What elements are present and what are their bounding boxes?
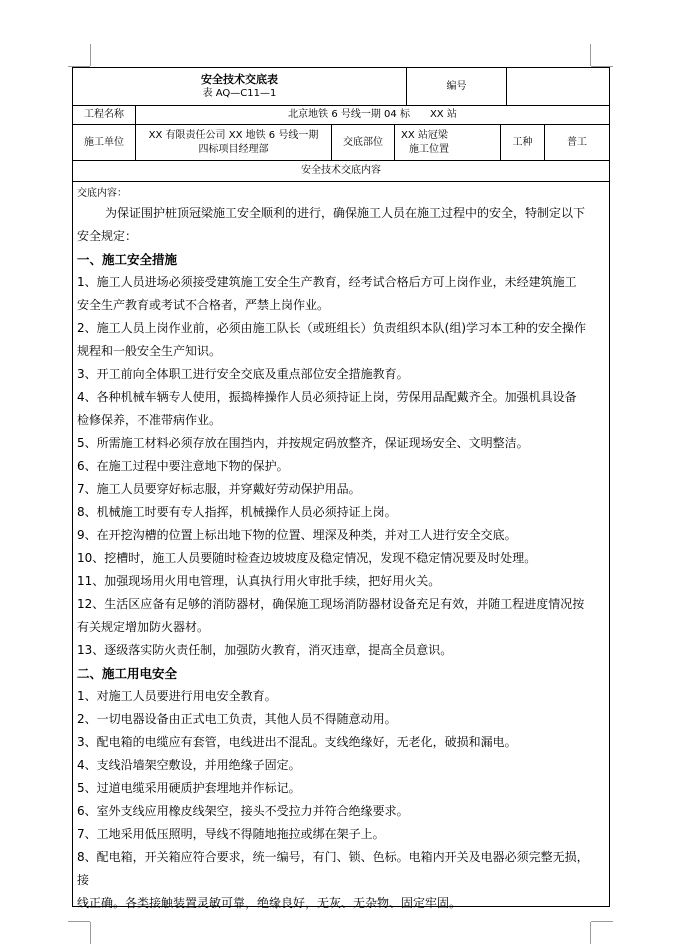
content-line: 规程和一般安全生产知识。 — [77, 344, 222, 358]
content-line: 8、机械施工时要有专人指挥，机械操作人员必须持证上岗。 — [77, 505, 397, 519]
content-line: 安全规定： — [77, 229, 138, 243]
unit-value-line1: XX 有限责任公司 XX 地铁 6 号线一期 — [148, 129, 319, 141]
number-label: 编号 — [407, 68, 507, 105]
crop-mark — [90, 922, 91, 944]
content-line: 检修保养，不准带病作业。 — [77, 413, 222, 427]
content-line: 安全生产教育或考试不合格者，严禁上岗作业。 — [77, 298, 330, 312]
content-line: 接 — [77, 873, 90, 887]
content-line: 12、生活区应备有足够的消防器材，确保施工现场消防器材设备充足有效，并随工程进度情况按 — [77, 597, 585, 611]
content-line: 7、施工人员要穿好标志服，并穿戴好劳动保护用品。 — [77, 482, 361, 496]
content-label: 交底内容： — [77, 188, 127, 199]
content-line: 9、在开挖沟槽的位置上标出地下物的位置、埋深及种类，并对工人进行安全交底。 — [77, 528, 517, 542]
content-line: 10、挖槽时，施工人员要随时检查边坡坡度及稳定情况，发现不稳定情况要及时处理。 — [77, 551, 537, 565]
project-value: 北京地铁 6 号线一期 04 标 XX 站 — [288, 109, 457, 120]
content-line: 2、施工人员上岗作业前，必须由施工队长（或班组长）负责组织本队(组)学习本工种的安全操作 — [77, 321, 587, 335]
content-line: 1、施工人员进场必须接受建筑施工安全生产教育，经考试合格后方可上岗作业，未经建筑施工 — [77, 275, 577, 289]
content-line: 11、加强现场用火用电管理，认真执行用火审批手续，把好用火关。 — [77, 574, 441, 588]
crop-mark — [590, 44, 591, 66]
trade-label: 工种 — [501, 125, 545, 160]
content-line: 4、支线沿墙架空敷设，并用绝缘子固定。 — [77, 758, 301, 772]
content-line: 7、工地采用低压照明，导线不得随地拖拉或绑在架子上。 — [77, 827, 385, 841]
number-value[interactable] — [507, 68, 609, 105]
part-value-line2: 施工位置 — [409, 143, 449, 155]
content-line: 为保证围护桩顶冠梁施工安全顺利的进行，确保施工人员在施工过程中的安全，特制定以下 — [105, 206, 586, 220]
content-line: 8、配电箱，开关箱应符合要求，统一编号，有门、锁、色标。电箱内开关及电器必须完整无损， — [77, 850, 589, 864]
content-line: 线正确。各类接触装置灵敏可靠，绝缘良好，无灰、无杂物、固定牢固。 — [77, 896, 462, 910]
section-header: 安全技术交底内容 — [301, 165, 381, 176]
section-header-row — [73, 161, 609, 182]
project-row — [73, 106, 609, 125]
section-heading: 一、施工安全措施 — [77, 252, 178, 267]
part-value-line1: XX 站冠梁 — [401, 129, 448, 141]
form-number: 表 AQ—C11—1 — [202, 87, 277, 99]
trade-value: 普工 — [567, 136, 587, 148]
content-line: 5、过道电缆采用硬质护套埋地并作标记。 — [77, 781, 301, 795]
crop-mark — [591, 921, 613, 922]
crop-mark — [68, 921, 90, 922]
part-value — [395, 125, 501, 160]
content-line: 5、所需施工材料必须存放在围挡内，并按规定码放整齐，保证现场安全、文明整洁。 — [77, 436, 529, 450]
project-label: 工程名称 — [73, 106, 136, 124]
content-line: 有关规定增加防火器材。 — [77, 620, 210, 634]
content-line: 4、各种机械车辆专人使用，振捣棒操作人员必须持证上岗，劳保用品配戴齐全。加强机具设备 — [77, 390, 577, 404]
title-cell — [73, 68, 407, 105]
content-line: 3、配电箱的电缆应有套管，电线进出不混乱。支线绝缘好，无老化，破损和漏电。 — [77, 735, 517, 749]
content-line: 3、开工前向全体职工进行安全交底及重点部位安全措施教育。 — [77, 367, 409, 381]
content-line: 6、室外支线应用橡皮线架空，接头不受拉力并符合绝缘要求。 — [77, 804, 409, 818]
unit-value-line2: 四标项目经理部 — [198, 143, 269, 155]
content-line: 1、对施工人员要进行用电安全教育。 — [77, 689, 277, 703]
unit-label: 施工单位 — [73, 125, 136, 160]
title-row — [73, 68, 609, 106]
content-line: 2、一切电器设备由正式电工负责，其他人员不得随意动用。 — [77, 712, 397, 726]
unit-row — [73, 125, 609, 161]
briefing-content — [73, 182, 609, 910]
safety-briefing-form — [72, 67, 610, 910]
content-line: 13、逐级落实防火责任制，加强防火教育，消灭违章，提高全员意识。 — [77, 643, 453, 657]
crop-mark — [590, 922, 591, 944]
part-label: 交底部位 — [332, 125, 395, 160]
unit-value — [136, 125, 332, 160]
form-title: 安全技术交底表 — [201, 72, 278, 86]
crop-mark — [90, 44, 91, 66]
content-line: 6、在施工过程中要注意地下物的保护。 — [77, 459, 289, 473]
section-heading: 二、施工用电安全 — [77, 666, 178, 681]
content-lines — [77, 202, 605, 915]
